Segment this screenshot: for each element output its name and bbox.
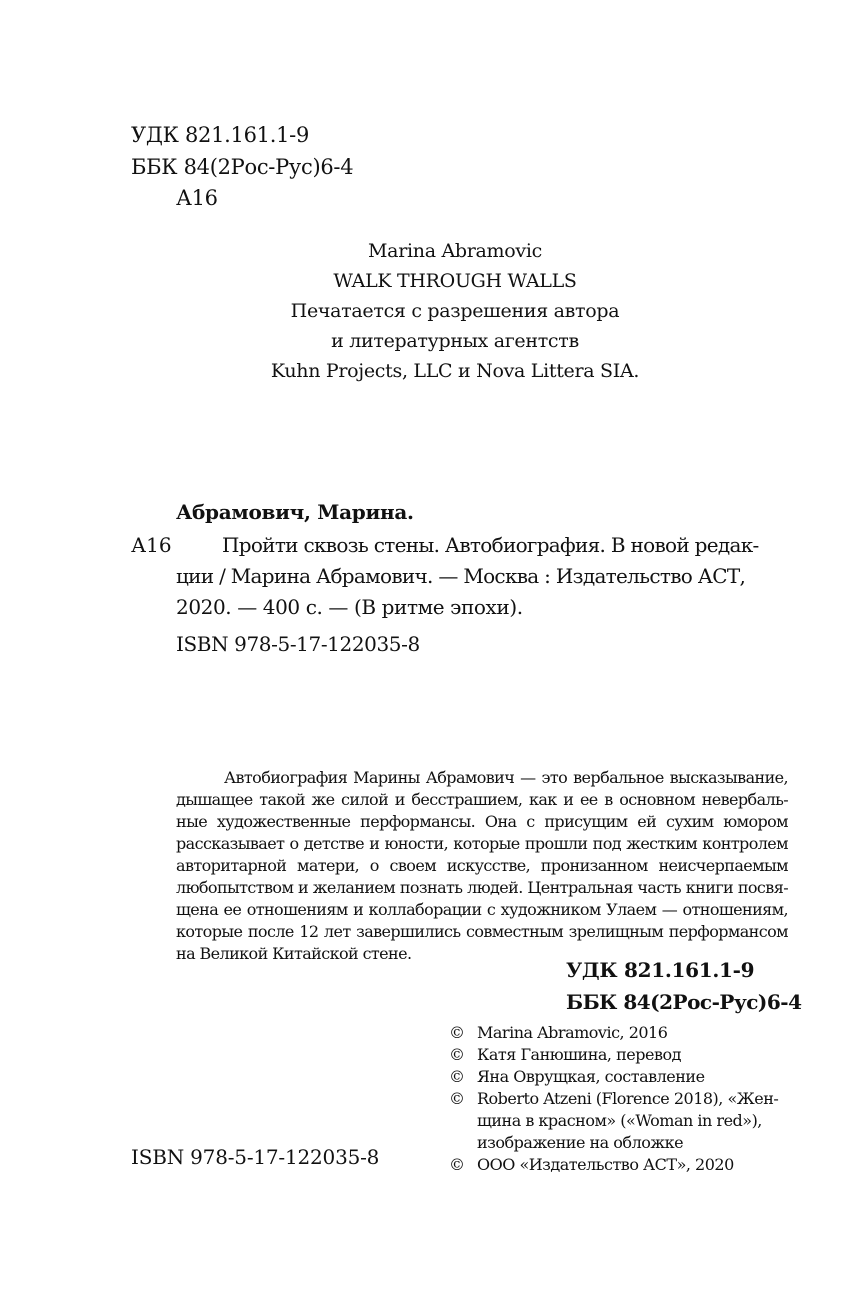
- copyright-text: Marina Abramovic, 2016: [477, 1023, 668, 1042]
- copyright-continuation: щина в красном» («Woman in red»),: [477, 1111, 762, 1130]
- annotation-line: на Великой Китайской стене.: [176, 944, 412, 963]
- annotation-line: любопытством и желанием познать людей. Центральная часть книги посвя-: [176, 878, 788, 897]
- annotation-line: дышащее такой же силой и бесстрашием, как и ее в основном невербаль-: [176, 790, 788, 809]
- description-line: Пройти сквозь стены. Автобиография. В новой редак-: [222, 533, 759, 557]
- copyright-entry: [449, 1066, 778, 1088]
- annotation-line: щена ее отношениям и коллаборации с художником Улаем — отношениям,: [176, 900, 788, 919]
- copyright-entry: [449, 1022, 778, 1044]
- annotation-line: Автобиография Марины Абрамович — это вербальное высказывание,: [224, 768, 788, 787]
- annotation: [176, 767, 788, 965]
- copyright-text: Катя Ганюшина, перевод: [477, 1045, 681, 1064]
- udk-code-bold: УДК 821.161.1-9: [566, 958, 755, 982]
- bbk-code: ББК 84(2Рос-Рус)6-4: [131, 155, 354, 179]
- annotation-line: которые после 12 лет завершились совместным зрелищным перформансом: [176, 922, 788, 941]
- bbk-code-bold: ББК 84(2Рос-Рус)6-4: [566, 990, 802, 1014]
- record-isbn: ISBN 978-5-17-122035-8: [176, 632, 420, 656]
- copyright-symbol: ©: [449, 1089, 465, 1108]
- copyright-continuation: изображение на обложке: [477, 1133, 684, 1152]
- footer-isbn: ISBN 978-5-17-122035-8: [131, 1145, 380, 1169]
- copyright-entry: [449, 1088, 778, 1110]
- udk-code: УДК 821.161.1-9: [131, 123, 310, 147]
- copyright-symbol: ©: [449, 1045, 465, 1064]
- permission-line: и литературных агентств: [331, 330, 579, 352]
- copyright-symbol: ©: [449, 1023, 465, 1042]
- copyright-block: [449, 1022, 778, 1176]
- agencies-line: Kuhn Projects, LLC и Nova Littera SIA.: [270, 360, 640, 382]
- copyright-text: Roberto Atzeni (Florence 2018), «Жен-: [477, 1089, 779, 1108]
- annotation-line: авторитарной матери, о своем искусстве, пронизанном неисчерпаемым: [176, 856, 788, 875]
- author-heading: Абрамович, Марина.: [176, 500, 414, 524]
- copyright-symbol: ©: [449, 1067, 465, 1086]
- copyright-entry: [449, 1044, 778, 1066]
- annotation-line: рассказывает о детстве и юности, которые прошли под жестким контролем: [176, 834, 788, 853]
- copyright-symbol: ©: [449, 1155, 465, 1174]
- description-line: ции / Марина Абрамович. — Москва : Издательство АСТ,: [176, 564, 746, 588]
- description-line: 2020. — 400 с. — (В ритме эпохи).: [176, 595, 523, 619]
- annotation-line: ные художественные перформансы. Она с присущим ей сухим юмором: [176, 812, 788, 831]
- author-mark: А16: [176, 186, 218, 210]
- original-author: Marina Abramovic: [368, 240, 542, 262]
- original-title: WALK THROUGH WALLS: [333, 270, 577, 292]
- original-edition-block: [195, 236, 715, 386]
- copyright-text: ООО «Издательство АСТ», 2020: [477, 1155, 734, 1174]
- bibliographic-description: [176, 530, 790, 660]
- record-author-mark: А16: [131, 533, 172, 557]
- copyright-entry: [449, 1154, 778, 1176]
- copyright-text: Яна Оврущкая, составление: [477, 1067, 705, 1086]
- permission-line: Печатается с разрешения автора: [290, 300, 620, 322]
